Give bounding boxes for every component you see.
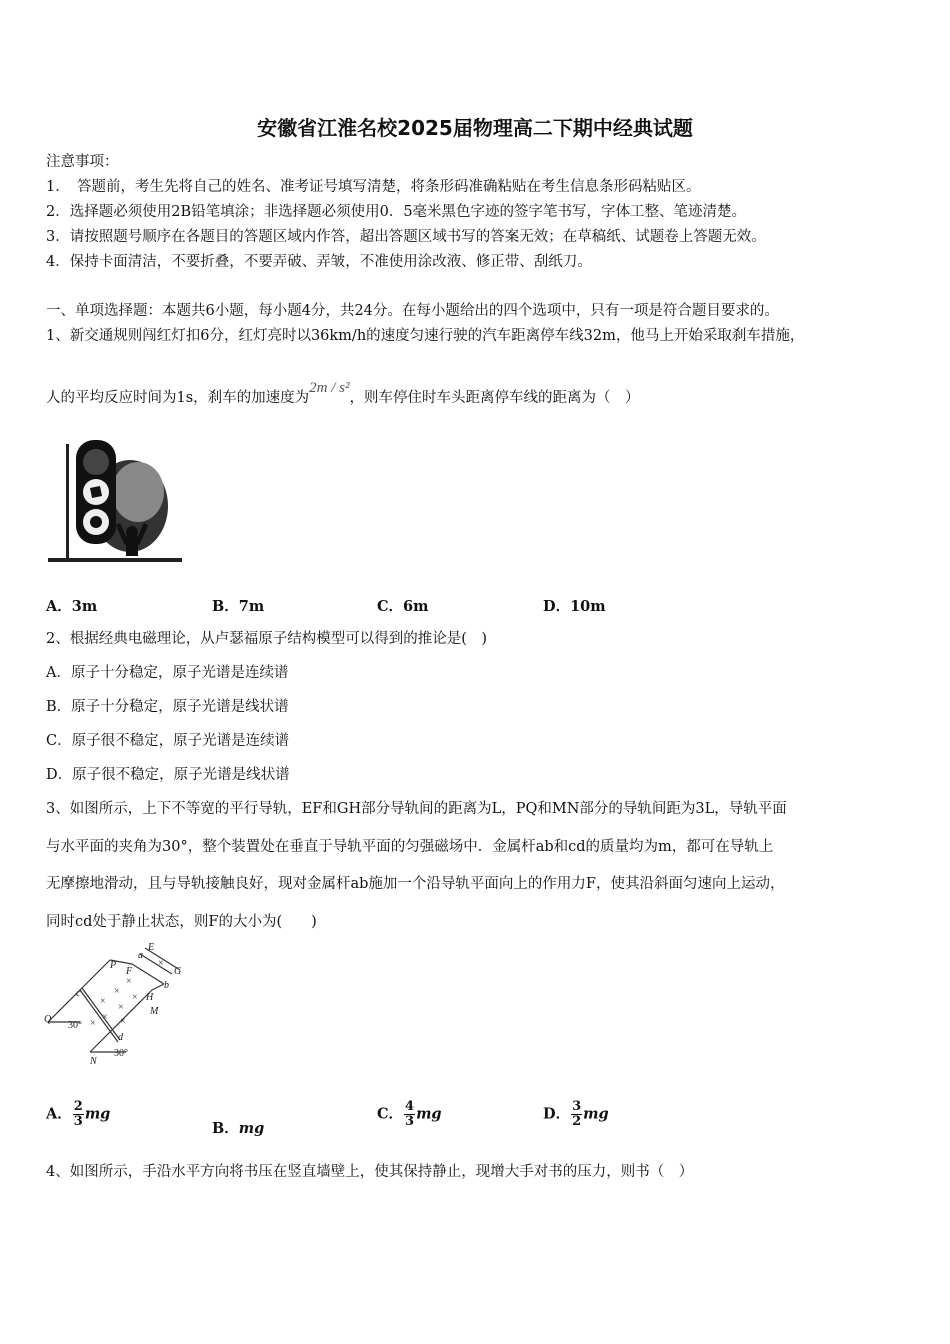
acceleration-formula: 2m / s² <box>309 380 350 396</box>
question-3-line: 3、如图所示，上下不等宽的平行导轨，EF和GH部分导轨间的距离为L，PQ和MN部分的导轨间距为3L，导轨平面 <box>46 801 787 817</box>
svg-text:×: × <box>90 1018 96 1029</box>
question-4-stem: 4、如图所示，手沿水平方向将书压在竖直墙壁上，使其保持静止，现增大手对书的压力，则书（ ） <box>46 1164 694 1180</box>
label-a: a <box>138 950 143 961</box>
option-b[interactable]: B．7m <box>212 598 265 615</box>
option-a[interactable]: A．原子十分稳定，原子光谱是连续谱 <box>46 665 289 681</box>
option-a[interactable]: A． $\frac{2}{3}$ mg <box>46 1099 111 1129</box>
notice-heading: 注意事项： <box>46 154 119 170</box>
svg-text:×: × <box>118 1002 124 1013</box>
angle-label: 30° <box>68 1020 82 1031</box>
angle-label: 30° <box>114 1048 128 1059</box>
notice-item: 4．保持卡面清洁，不要折叠，不要弄破、弄皱，不准使用涂改液、修正带、刮纸刀。 <box>46 254 592 270</box>
option-c[interactable]: C．6m <box>377 598 429 615</box>
rails-figure <box>40 940 190 1070</box>
svg-text:×: × <box>114 986 120 997</box>
svg-text:×: × <box>132 992 138 1003</box>
label-g: G <box>174 966 182 977</box>
section-heading: 一、单项选择题：本题共6小题，每小题4分，共24分。在每小题给出的四个选项中，只有一项是符合题目要求的。 <box>46 303 779 319</box>
label-m: M <box>150 1006 159 1017</box>
option-d[interactable]: D． $\frac{3}{2}$ mg <box>543 1099 609 1129</box>
label-b: b <box>164 980 169 991</box>
option-c[interactable]: C．原子很不稳定，原子光谱是连续谱 <box>46 733 290 749</box>
option-c[interactable]: C． $\frac{4}{3}$ mg <box>377 1099 442 1129</box>
label-n: N <box>90 1056 97 1067</box>
label-c: c <box>76 988 81 999</box>
option-d[interactable]: D．10m <box>543 598 606 615</box>
svg-text:×: × <box>100 996 106 1007</box>
question-1-text: ，则车停住时车头距离停车线的距离为（ ） <box>349 390 640 406</box>
label-d: d <box>118 1032 123 1043</box>
option-a[interactable]: A．3m <box>46 598 98 615</box>
label-e: E <box>148 942 155 953</box>
question-1-text: 人的平均反应时间为1s，刹车的加速度为 <box>46 390 310 406</box>
page-title: 安徽省江淮名校2025届物理高二下期中经典试题 <box>257 116 693 140</box>
label-q: Q <box>44 1014 52 1025</box>
question-3-line: 与水平面的夹角为30°，整个装置处在垂直于导轨平面的匀强磁场中．金属杆ab和cd的质量均为m，都可在导轨上 <box>46 839 774 855</box>
question-2-stem: 2、根据经典电磁理论，从卢瑟福原子结构模型可以得到的推论是( ) <box>46 631 488 647</box>
svg-text:×: × <box>120 1016 126 1027</box>
label-h: H <box>146 992 154 1003</box>
option-d[interactable]: D．原子很不稳定，原子光谱是线状谱 <box>46 767 290 783</box>
question-3-line: 同时cd处于静止状态，则F的大小为( ) <box>46 914 317 930</box>
option-b[interactable]: B．mg <box>212 1120 265 1137</box>
question-1-line <box>46 380 640 408</box>
svg-text:×: × <box>102 1012 108 1023</box>
notice-item: 2．选择题必须使用2B铅笔填涂；非选择题必须使用0．5毫米黑色字迹的签字笔书写，字体工整、笔迹清楚。 <box>46 204 747 220</box>
option-b[interactable]: B．原子十分稳定，原子光谱是线状谱 <box>46 699 289 715</box>
traffic-light-figure <box>46 436 184 566</box>
notice-item: 1． 答题前，考生先将自己的姓名、准考证号填写清楚，将条形码准确粘贴在考生信息条形码粘贴区。 <box>46 179 701 195</box>
label-p: P <box>110 960 117 971</box>
question-1-line: 1、新交通规则闯红灯扣6分，红灯亮时以36km/h的速度匀速行驶的汽车距离停车线32m，他马上开始采取刹车措施， <box>46 328 805 344</box>
svg-text:×: × <box>126 976 132 987</box>
label-f: F <box>126 966 133 977</box>
svg-text:×: × <box>158 958 164 969</box>
question-3-line: 无摩擦地滑动，且与导轨接触良好，现对金属杆ab施加一个沿导轨平面向上的作用力F，使其沿斜面匀速向上运动， <box>46 876 785 892</box>
notice-item: 3．请按照题号顺序在各题目的答题区域内作答，超出答题区域书写的答案无效；在草稿纸、试题卷上答题无效。 <box>46 229 766 245</box>
